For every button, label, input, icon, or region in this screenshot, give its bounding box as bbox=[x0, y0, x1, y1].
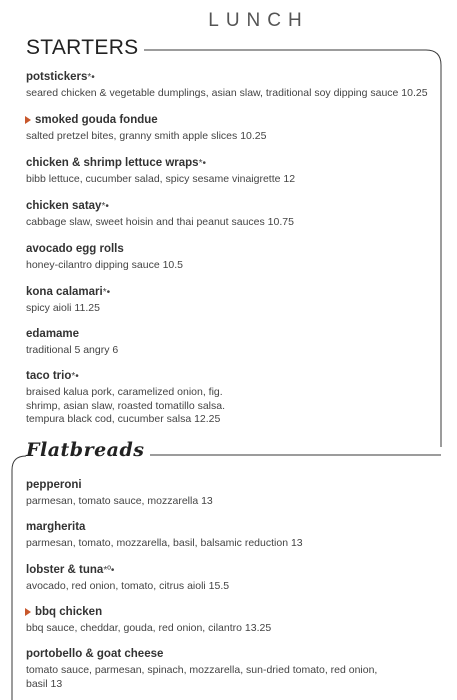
item-name: margherita bbox=[26, 521, 86, 533]
item-name: pepperoni bbox=[26, 479, 82, 491]
page-title: LUNCH bbox=[208, 10, 309, 31]
menu-item-chicken-shrimp-lettuce-wraps bbox=[26, 156, 446, 187]
item-description-line: basil 13 bbox=[26, 677, 63, 690]
item-name: portobello & goat cheese bbox=[26, 648, 164, 660]
item-name: taco trio*• bbox=[26, 370, 79, 382]
menu-item-portobello-goat-cheese bbox=[26, 647, 446, 691]
menu-item-margherita bbox=[26, 520, 446, 551]
item-description: bibb lettuce, cucumber salad, spicy sesame vinaigrette 12 bbox=[26, 173, 296, 185]
item-description bbox=[26, 664, 446, 691]
item-description: honey-cilantro dipping sauce 10.5 bbox=[26, 259, 184, 271]
featured-arrow-icon bbox=[25, 608, 31, 616]
item-description-line: braised kalua pork, caramelized onion, fig. bbox=[26, 386, 223, 398]
item-marks: *• bbox=[71, 371, 79, 382]
menu-item-chicken-satay bbox=[26, 199, 446, 230]
item-description: bbq sauce, cheddar, gouda, red onion, cilantro 13.25 bbox=[26, 622, 272, 634]
item-name: avocado egg rolls bbox=[26, 243, 124, 255]
item-description: spicy aioli 11.25 bbox=[26, 302, 100, 314]
menu-item-edamame bbox=[26, 327, 446, 358]
menu-item-taco-trio bbox=[26, 369, 446, 427]
item-description: salted pretzel bites, granny smith apple slices 10.25 bbox=[26, 130, 267, 142]
item-description: avocado, red onion, tomato, citrus aioli 15.5 bbox=[26, 580, 230, 592]
menu-item-avocado-egg-rolls bbox=[26, 242, 446, 273]
item-name: chicken satay*• bbox=[26, 200, 109, 212]
item-description bbox=[26, 386, 446, 427]
menu-item-kona-calamari bbox=[26, 285, 446, 316]
item-name: kona calamari*• bbox=[26, 286, 111, 298]
flatbreads-heading: Flatbreads bbox=[26, 439, 150, 461]
flatbreads-left-line bbox=[12, 456, 26, 700]
item-description-line: tomato sauce, parmesan, spinach, mozzarella, sun-dried tomato, red onion, bbox=[26, 664, 378, 676]
menu-item-lobster-tuna bbox=[26, 563, 446, 594]
item-marks: *• bbox=[101, 201, 109, 212]
item-name: lobster & tuna*º• bbox=[26, 564, 115, 576]
item-description: cabbage slaw, sweet hoisin and thai peanut sauces 10.75 bbox=[26, 216, 294, 228]
menu-item-smoked-gouda-fondue bbox=[26, 113, 446, 144]
menu-item-bbq-chicken bbox=[26, 605, 446, 636]
item-marks: *• bbox=[87, 72, 95, 83]
item-name: chicken & shrimp lettuce wraps*• bbox=[26, 157, 206, 169]
item-description: parmesan, tomato sauce, mozzarella 13 bbox=[26, 495, 213, 507]
item-marks: *• bbox=[198, 158, 206, 169]
item-description: seared chicken & vegetable dumplings, asian slaw, traditional soy dipping sauce 10.25 bbox=[26, 87, 428, 99]
item-description: parmesan, tomato, mozzarella, basil, balsamic reduction 13 bbox=[26, 537, 303, 549]
menu-item-potstickers bbox=[26, 70, 446, 101]
item-description-line: tempura black cod, cucumber salsa 12.25 bbox=[26, 413, 221, 425]
item-marks: *º• bbox=[103, 565, 115, 576]
menu-item-pepperoni bbox=[26, 478, 446, 509]
item-description-line: shrimp, asian slaw, roasted tomatillo salsa. bbox=[26, 399, 226, 412]
item-description: traditional 5 angry 6 bbox=[26, 344, 119, 356]
item-name: smoked gouda fondue bbox=[35, 114, 158, 126]
featured-arrow-icon bbox=[25, 116, 31, 124]
item-name: bbq chicken bbox=[35, 606, 103, 618]
item-marks: *• bbox=[102, 287, 111, 298]
starters-heading: STARTERS bbox=[26, 36, 144, 60]
item-name: potstickers*• bbox=[26, 71, 95, 83]
item-name: edamame bbox=[26, 328, 80, 340]
